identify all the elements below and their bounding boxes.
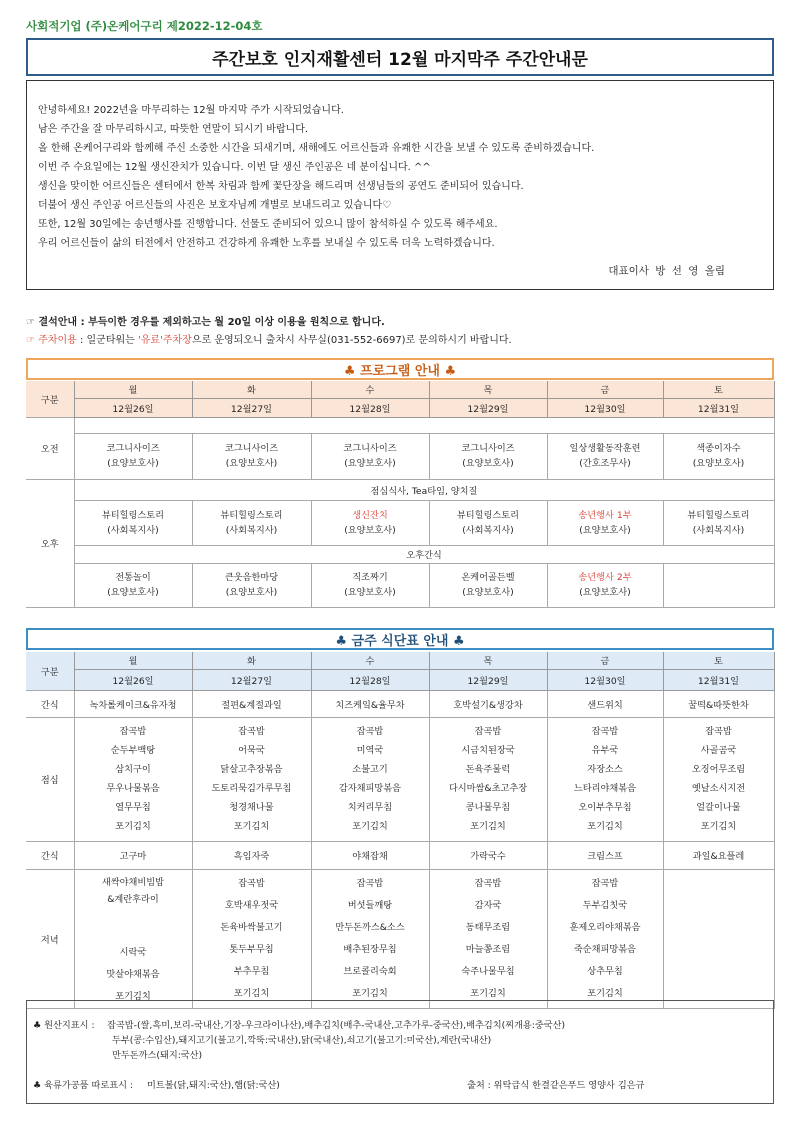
menu-item: 동태무조림	[465, 921, 511, 933]
menu-item: 시금치된장국	[461, 745, 515, 756]
menu-item: 마늘쫑조림	[465, 943, 511, 955]
snack-cell: 흑임자죽	[192, 841, 311, 869]
menu-item: 자장소스	[587, 764, 623, 775]
origin-line: 잡곡밥-(쌀,흑미,보리-국내산,기장-우크라이나산),배추김치(배추-국내산,고추가루-중국산),배추김치(찌개용:중국산)	[107, 1020, 566, 1031]
menu-item: 포기김치	[587, 821, 623, 832]
program-cell	[663, 500, 774, 545]
menu-item: 버섯들깨탕	[347, 899, 393, 911]
source-text: 출처 : 위탁급식 한결같은푸드 영양사 김은규	[467, 1080, 645, 1091]
menu-item: 어묵국	[238, 745, 265, 756]
parking-highlight: '유료'주차장	[138, 335, 192, 346]
program-staff: (요양보호사)	[579, 524, 631, 536]
menu-item: 닭살고추장볶음	[220, 764, 283, 775]
pointing-hand-icon: ☞	[26, 317, 35, 328]
letter-line: 올 한해 온케어구리와 함께해 주신 소중한 시간을 되새기며, 새해에도 어르신들과 유쾌한 시간을 보낼 수 있도록 준비하겠습니다.	[38, 143, 595, 154]
menu-item: 오징어무조림	[691, 764, 746, 775]
program-staff: (요양보호사)	[692, 458, 745, 469]
menu-item: 감자국	[474, 899, 502, 911]
date-header: 12월28일	[311, 398, 429, 417]
program-name: 전통놀이	[115, 572, 151, 583]
program-cell	[311, 500, 429, 545]
program-cell	[74, 500, 192, 545]
snack-label: 간식	[26, 690, 74, 717]
lunch-cell	[547, 717, 663, 841]
program-staff: (사회복지사)	[225, 524, 278, 536]
snack-label: 간식	[26, 841, 74, 869]
menu-item: 포기김치	[700, 821, 737, 832]
snack-row: 오후간식	[74, 545, 774, 563]
program-cell	[192, 433, 311, 479]
date-header: 12월29일	[429, 398, 547, 417]
menu-item: 옛날소시지전	[691, 783, 746, 794]
meal-heading: ♣ 금주 식단표 안내 ♣	[26, 628, 774, 650]
pointing-hand-icon: ☞	[26, 335, 35, 346]
program-name: 뷰티힐링스토리	[220, 509, 283, 521]
program-cell	[429, 563, 547, 607]
program-heading: ♣ 프로그램 안내 ♣	[26, 358, 774, 380]
program-cell	[192, 500, 311, 545]
dinner-cell-empty	[663, 869, 774, 1008]
menu-item: 다시마쌈&초고추장	[448, 783, 528, 794]
menu-item: 포기김치	[470, 987, 506, 999]
menu-item: 순두부백탕	[110, 745, 156, 756]
snack-cell: 절편&계절과일	[192, 690, 311, 717]
menu-item: 삼치구이	[115, 764, 151, 775]
parking-label: 주차이용	[38, 335, 77, 346]
menu-item: 숙주나물무침	[461, 965, 515, 977]
program-cell	[429, 500, 547, 545]
snack-cell: 과일&요플레	[663, 841, 774, 869]
dinner-cell	[547, 869, 663, 1008]
menu-item: 잡곡밥	[705, 726, 732, 737]
lunch-cell	[663, 717, 774, 841]
program-cell	[192, 563, 311, 607]
dinner-cell	[192, 869, 311, 1008]
lunch-row: 점심식사, Tea타임, 양치질	[74, 479, 774, 500]
menu-item: 잡곡밥	[238, 877, 265, 889]
lunch-cell	[311, 717, 429, 841]
menu-item: 돈육주물럭	[465, 764, 511, 775]
program-cell	[547, 433, 663, 479]
program-cell	[311, 563, 429, 607]
meat-text: 미트볼(닭,돼지:국산),햄(닭:국산)	[147, 1080, 280, 1091]
program-cell	[547, 500, 663, 545]
program-name: 일상생활동작훈련	[569, 443, 641, 454]
program-label: 구분	[26, 381, 74, 417]
program-staff: (요양보호사)	[344, 458, 396, 469]
origin-label: ♣ 원산지표시 :	[33, 1020, 95, 1031]
signature: 대표이사 방 선 영 올림	[608, 265, 725, 277]
menu-item: 청경채나물	[229, 802, 274, 813]
date-header: 12월26일	[74, 669, 192, 690]
menu-item: 포기김치	[470, 821, 506, 832]
absence-notice	[26, 313, 385, 328]
menu-item: 시락국	[119, 946, 147, 958]
lunch-cell	[429, 717, 547, 841]
lunch-label: 점심	[26, 717, 74, 841]
menu-item: 부추무침	[233, 965, 270, 977]
menu-item: 포기김치	[115, 821, 151, 832]
program-staff: (요양보호사)	[344, 524, 396, 536]
menu-item: 얼갈이나물	[696, 802, 741, 813]
program-cell	[74, 563, 192, 607]
program-name: 코그니사이즈	[224, 443, 279, 454]
menu-item: 잡곡밥	[238, 726, 265, 737]
date-header: 12월30일	[547, 669, 663, 690]
program-name: 코그니사이즈	[461, 443, 515, 454]
menu-item: 만두돈까스&소스	[335, 921, 405, 933]
menu-item: 포기김치	[352, 987, 388, 999]
menu-item: 잡곡밥	[474, 877, 502, 889]
dinner-label: 저녁	[26, 869, 74, 1008]
menu-item: 포기김치	[233, 987, 270, 999]
meal-table	[26, 652, 775, 1009]
menu-item: 잡곡밥	[356, 877, 384, 889]
menu-item: 무우나물볶음	[106, 783, 160, 794]
snack-cell: 가락국수	[429, 841, 547, 869]
program-name-highlight: 송년행사 2부	[578, 572, 632, 583]
menu-item: 열무무침	[115, 802, 151, 813]
program-cell	[663, 433, 774, 479]
day-header: 토	[663, 381, 774, 398]
menu-item: &계란후라이	[107, 893, 159, 905]
menu-item: 훈제오리야채볶음	[569, 921, 641, 933]
menu-item: 감자채피망볶음	[338, 783, 402, 794]
date-header: 12월27일	[192, 669, 311, 690]
issue-number: 사회적기업 (주)온케어구리 제2022-12-04호	[26, 19, 263, 33]
letter-line: 생신을 맞이한 어르신들은 센터에서 한복 차림과 함께 꽃단장을 해드리며 선생님들의 공연도 준비되어 있습니다.	[38, 181, 524, 192]
day-header: 월	[74, 652, 192, 669]
snack-cell: 꿀떡&따뜻한차	[663, 690, 774, 717]
program-cell	[547, 563, 663, 607]
menu-item: 소불고기	[352, 764, 388, 775]
footer-box	[26, 1000, 774, 1104]
letter-line: 또한, 12월 30일에는 송년행사를 진행합니다. 선물도 준비되어 있으니 많이 참석하실 수 있도록 해주세요.	[38, 219, 498, 230]
program-staff: (사회복지사)	[692, 524, 745, 536]
day-header: 화	[192, 381, 311, 398]
program-name: 뷰티힐링스토리	[687, 509, 750, 521]
menu-item: 콩나물무침	[465, 802, 511, 813]
menu-item: 포기김치	[115, 990, 151, 1002]
day-header: 월	[74, 381, 192, 398]
title-box	[26, 38, 774, 76]
menu-item: 오이부추무침	[578, 802, 632, 813]
origin-line: 두부(콩:수입산),돼지고기(불고기,깍뚝:국내산),닭(국내산),쇠고기(불고기:미국산),계란(국내산)	[112, 1035, 492, 1046]
day-header: 금	[547, 381, 663, 398]
snack-cell: 샌드위치	[547, 690, 663, 717]
menu-item: 유부국	[591, 745, 619, 756]
day-header: 토	[663, 652, 774, 669]
date-header: 12월27일	[192, 398, 311, 417]
program-staff: (요양보호사)	[462, 458, 514, 469]
menu-item: 느타리야채볶음	[573, 783, 637, 794]
program-name: 뷰티힐링스토리	[456, 509, 520, 521]
program-staff: (사회복지사)	[107, 524, 159, 536]
program-name-highlight: 송년행사 1부	[578, 509, 632, 521]
blank-row	[74, 417, 774, 433]
parking-notice	[26, 331, 512, 346]
program-name: 뷰티힐링스토리	[101, 509, 165, 521]
letter-body	[38, 101, 594, 253]
date-header: 12월28일	[311, 669, 429, 690]
menu-item: 브로콜리숙회	[343, 965, 397, 977]
menu-item: 두부김칫국	[582, 899, 628, 911]
program-table	[26, 381, 775, 608]
menu-item: 맛살야채볶음	[106, 968, 160, 980]
menu-item: 죽순채피망볶음	[573, 943, 637, 955]
day-header: 화	[192, 652, 311, 669]
menu-item: 호박새우젓국	[224, 899, 279, 911]
menu-item: 포기김치	[233, 821, 270, 832]
program-staff: (간호조무사)	[579, 458, 631, 469]
letter-line: 이번 주 수요일에는 12월 생신잔치가 있습니다. 이번 달 생신 주인공은 네 분이십니다. ^^	[38, 162, 431, 173]
day-header: 수	[311, 652, 429, 669]
program-staff: (요양보호사)	[462, 587, 514, 598]
program-cell-empty	[663, 563, 774, 607]
absence-text: 부득이한 경우를 제외하고는 월 20일 이상 이용을 원칙으로 합니다.	[88, 317, 385, 328]
menu-item: 새싹야채비빔밥	[101, 876, 165, 888]
program-name: 온케어골든벨	[461, 572, 515, 583]
date-header: 12월26일	[74, 398, 192, 417]
absence-label: 결석안내 :	[38, 317, 89, 328]
menu-item: 잡곡밥	[591, 877, 619, 889]
program-cell	[311, 433, 429, 479]
meat-label: ♣ 육류가공품 따로표시 :	[33, 1080, 133, 1091]
date-header: 12월30일	[547, 398, 663, 417]
date-header: 12월29일	[429, 669, 547, 690]
dinner-cell	[74, 869, 192, 1008]
parking-text-pre: : 일군타워는	[76, 335, 139, 346]
morning-label: 오전	[26, 417, 74, 479]
date-header: 12월31일	[663, 669, 774, 690]
program-name: 코그니사이즈	[343, 443, 397, 454]
letter-line: 남은 주간을 잘 마무리하시고, 따뜻한 연말이 되시기 바랍니다.	[38, 124, 309, 135]
program-staff: (요양보호사)	[579, 587, 631, 598]
program-staff: (요양보호사)	[107, 587, 159, 598]
snack-cell: 호박설기&생강차	[429, 690, 547, 717]
program-name: 큰웃음한마당	[224, 572, 279, 583]
lunch-cell	[74, 717, 192, 841]
menu-item: 배추된장무침	[343, 943, 397, 955]
program-staff: (요양보호사)	[225, 587, 278, 598]
letter-line: 우리 어르신들이 삶의 터전에서 안전하고 건강하게 유쾌한 노후를 보내실 수 있도록 더욱 노력하겠습니다.	[38, 238, 495, 249]
program-name: 색종이자수	[696, 443, 741, 454]
day-header: 금	[547, 652, 663, 669]
menu-item: 잡곡밥	[591, 726, 619, 737]
program-staff: (요양보호사)	[225, 458, 278, 469]
snack-cell: 고구마	[74, 841, 192, 869]
snack-cell: 녹차롤케이크&유자청	[74, 690, 192, 717]
menu-item: 잡곡밥	[356, 726, 384, 737]
dinner-cell	[429, 869, 547, 1008]
program-name: 직조짜기	[352, 572, 388, 583]
program-staff: (요양보호사)	[344, 587, 396, 598]
menu-item: 잡곡밥	[474, 726, 502, 737]
day-header: 목	[429, 652, 547, 669]
afternoon-label: 오후	[26, 479, 74, 607]
letter-line: 안녕하세요! 2022년을 마무리하는 12월 마지막 주가 시작되었습니다.	[38, 105, 344, 116]
menu-item: 치커리무침	[347, 802, 393, 813]
snack-cell: 크림스프	[547, 841, 663, 869]
menu-item: 포기김치	[352, 821, 388, 832]
menu-item: 포기김치	[587, 987, 623, 999]
program-name-highlight: 생신잔치	[352, 509, 388, 521]
snack-cell: 야채잡채	[311, 841, 429, 869]
date-header: 12월31일	[663, 398, 774, 417]
program-cell	[429, 433, 547, 479]
day-header: 목	[429, 381, 547, 398]
menu-item: 상추무침	[587, 965, 623, 977]
meal-label: 구분	[26, 652, 74, 690]
snack-cell: 치즈케잌&율무차	[311, 690, 429, 717]
menu-item: 도토리묵김가루무침	[211, 783, 292, 794]
program-staff: (요양보호사)	[107, 458, 159, 469]
letter-box	[26, 80, 774, 290]
lunch-cell	[192, 717, 311, 841]
letter-line: 더불어 생신 주인공 어르신들의 사진은 보호자님께 개별로 보내드리고 있습니다♡	[38, 200, 392, 211]
parking-text-post: 으로 운영되오니 출차시 사무실(031-552-6697)로 문의하시기 바랍니다.	[191, 335, 512, 346]
program-name: 코그니사이즈	[106, 443, 160, 454]
menu-item: 잡곡밥	[119, 726, 147, 737]
program-cell	[74, 433, 192, 479]
menu-item: 톳두부무침	[229, 943, 274, 955]
menu-item: 돈육바싹불고기	[220, 921, 283, 933]
dinner-cell	[311, 869, 429, 1008]
page-title: 주간보호 인지재활센터 12월 마지막주 주간안내문	[212, 49, 588, 70]
origin-line: 만두돈까스(돼지:국산)	[112, 1050, 203, 1061]
menu-item: 사골곰국	[700, 745, 737, 756]
program-staff: (사회복지사)	[462, 524, 514, 536]
menu-item: 미역국	[356, 745, 384, 756]
day-header: 수	[311, 381, 429, 398]
